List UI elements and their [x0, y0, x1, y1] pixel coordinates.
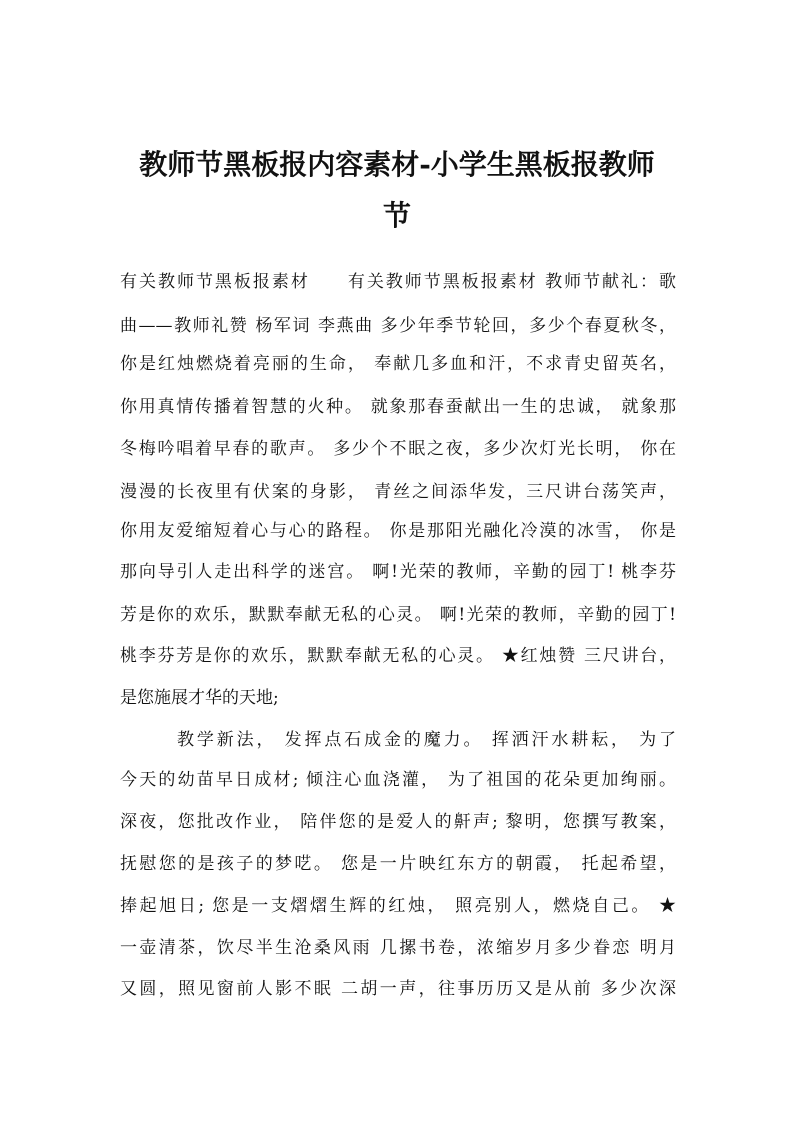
paragraph-1-line-9: 芳是你的欢乐，默默奉献无私的心灵。 啊!光荣的教师，辛勤的园丁!: [120, 605, 676, 625]
paragraph-1-line-11: 是您施展才华的天地;: [120, 688, 279, 708]
paragraph-2-line-5: 捧起旭日; 您是一支熠熠生辉的红烛， 照亮别人，燃烧自己。 ★: [120, 896, 676, 916]
paragraph-1-line-4: 你用真情传播着智慧的火种。 就象那春蚕献出一生的忠诚， 就象那: [120, 397, 676, 417]
paragraph-2-line-2: 今天的幼苗早日成材; 倾注心血浇灌， 为了祖国的花朵更加绚丽。: [120, 770, 676, 790]
paragraph-2-line-3: 深夜，您批改作业， 陪伴您的是爱人的鼾声; 黎明，您撰写教案，: [120, 812, 676, 832]
paragraph-2-line-4: 抚慰您的是孩子的梦呓。 您是一片映红东方的朝霞， 托起希望，: [120, 854, 676, 874]
paragraph-1-line-5: 冬梅吟唱着早春的歌声。 多少个不眠之夜，多少次灯光长明， 你在: [120, 439, 676, 459]
paragraph-1-line-3: 你是红烛燃烧着亮丽的生命， 奉献几多血和汗，不求青史留英名，: [120, 354, 676, 374]
document-title-line-2: 节: [382, 199, 411, 232]
document-title-line-1: 教师节黑板报内容素材-小学生黑板报教师: [139, 148, 655, 181]
paragraph-2-line-6: 一壶清茶，饮尽半生沧桑风雨 几摞书卷，浓缩岁月多少眷恋 明月: [120, 938, 676, 958]
paragraph-1-line-10: 桃李芬芳是你的欢乐，默默奉献无私的心灵。 ★红烛赞 三尺讲台，: [120, 646, 676, 666]
paragraph-1-line-2: 曲——教师礼赞 杨军词 李燕曲 多少年季节轮回，多少个春夏秋冬，: [120, 316, 676, 336]
paragraph-1-line-7: 你用友爱缩短着心与心的路程。 你是那阳光融化冷漠的冰雪， 你是: [120, 521, 676, 541]
paragraph-2-line-1: 教学新法， 发挥点石成金的魔力。 挥洒汗水耕耘， 为了: [177, 730, 676, 750]
paragraph-1-line-6: 漫漫的长夜里有伏案的身影， 青丝之间添华发，三尺讲台荡笑声，: [120, 482, 676, 502]
paragraph-2-line-7: 又圆，照见窗前人影不眠 二胡一声，往事历历又是从前 多少次深: [120, 979, 676, 999]
paragraph-1-line-1: 有关教师节黑板报素材 有关教师节黑板报素材 教师节献礼：歌: [120, 272, 676, 292]
paragraph-1-line-8: 那向导引人走出科学的迷宫。 啊!光荣的教师，辛勤的园丁! 桃李芬: [120, 562, 676, 582]
